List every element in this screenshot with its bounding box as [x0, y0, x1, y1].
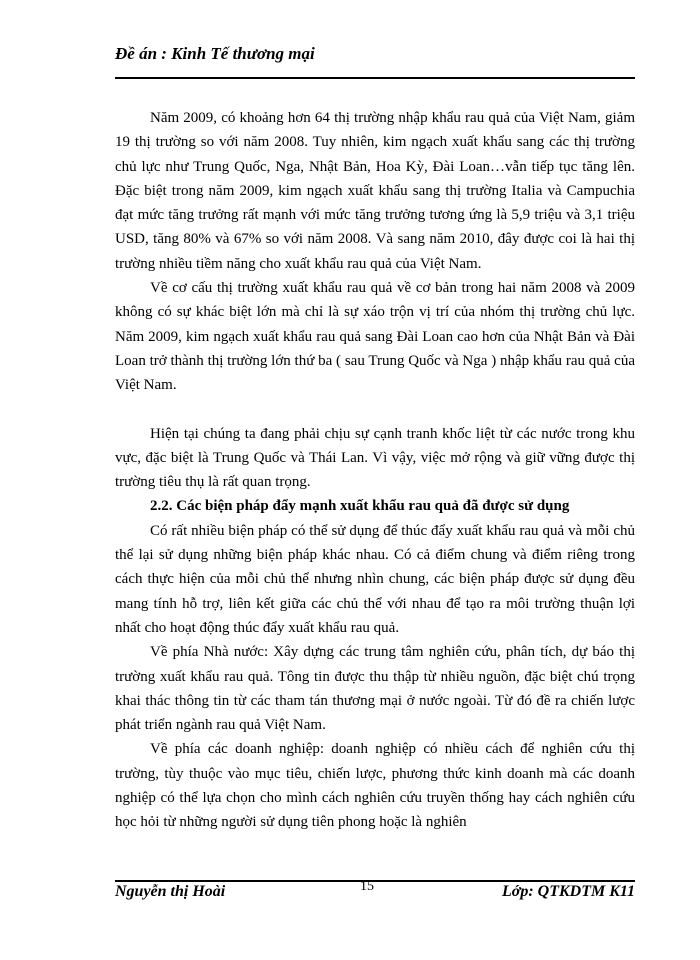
- section-heading: 2.2. Các biện pháp đẩy mạnh xuất khẩu rau quả đã được sử dụng: [150, 498, 570, 515]
- page-number: 15: [360, 879, 374, 894]
- paragraph: Về phía Nhà nước: Xây dựng các trung tâm nghiên cứu, phân tích, dự báo thị trường xuất khẩu rau quả. Tông tin được thu thập từ nhiều nguồn, đặc biệt chú trọng khai thác thông tin từ các tham tán thương mại ở nước ngoài. Từ đó đề ra chiến lược phát triển ngành rau quả Việt Nam.: [115, 644, 635, 734]
- footer-class: Lớp: QTKDTM K11: [501, 883, 635, 900]
- footer-divider: [115, 880, 635, 882]
- header-title: Đề án : Kinh Tế thương mại: [115, 44, 315, 63]
- paragraph: Về phía các doanh nghiệp: doanh nghiệp có nhiều cách để nghiên cứu thị trường, tùy thuộc vào mục tiêu, chiến lược, phương thức kinh doanh mà các doanh nghiệp có thể lựa chọn cho mình cách nghiên cứu truyền thống hay cách nghiên cứu học hỏi từ những người sử dụng tiên phong hoặc là nghiên: [115, 741, 635, 831]
- header-divider: [115, 77, 635, 79]
- paragraph: Về cơ cấu thị trường xuất khẩu rau quả về cơ bản trong hai năm 2008 và 2009 không có sự khác biệt lớn mà chỉ là sự xáo trộn vị trí của nhóm thị trường chủ lực. Năm 2009, kim ngạch xuất khẩu rau quả sang Đài Loan cao hơn của Nhật Bản và Đài Loan trở thành thị trường lớn thứ ba ( sau Trung Quốc và Nga ) nhập khẩu rau quả của Việt Nam.: [115, 280, 635, 394]
- paragraph: Có rất nhiều biện pháp có thể sử dụng để thúc đẩy xuất khẩu rau quả và mỗi chủ thể lại sử dụng những biện pháp khác nhau. Có cả điểm chung và điểm riêng trong cách thực hiện của mỗi chủ thể nhưng nhìn chung, các biện pháp được sử dụng đều mang tính hỗ trợ, liên kết giữa các chủ thể với nhau để tạo ra môi trường thuận lợi nhất cho hoạt động thúc đẩy xuất khẩu rau quả.: [115, 522, 635, 636]
- footer-author: Nguyễn thị Hoài: [115, 883, 226, 900]
- paragraph: Hiện tại chúng ta đang phải chịu sự cạnh tranh khốc liệt từ các nước trong khu vực, đặc biệt là Trung Quốc và Thái Lan. Vì vậy, việc mở rộng và giữ vững được thị trường tiêu thụ là rất quan trọng.: [115, 425, 635, 491]
- paragraph: Năm 2009, có khoảng hơn 64 thị trường nhập khẩu rau quả của Việt Nam, giảm 19 thị trường so với năm 2008. Tuy nhiên, kim ngạch xuất khẩu sang các thị trường chủ lực như Trung Quốc, Nga, Nhật Bản, Hoa Kỳ, Đài Loan…vẫn tiếp tục tăng lên. Đặc biệt trong năm 2009, kim ngạch xuất khẩu sang thị trường Italia và Campuchia đạt mức tăng trưởng rất mạnh với mức tăng trưởng tương ứng là 5,9 triệu và 3,1 triệu USD, tăng 80% và 67% so với năm 2008. Và sang năm 2010, đây được coi là hai thị trường nhiều tiềm năng cho xuất khẩu rau quả của Việt Nam.: [115, 110, 635, 272]
- document-body: [115, 106, 635, 835]
